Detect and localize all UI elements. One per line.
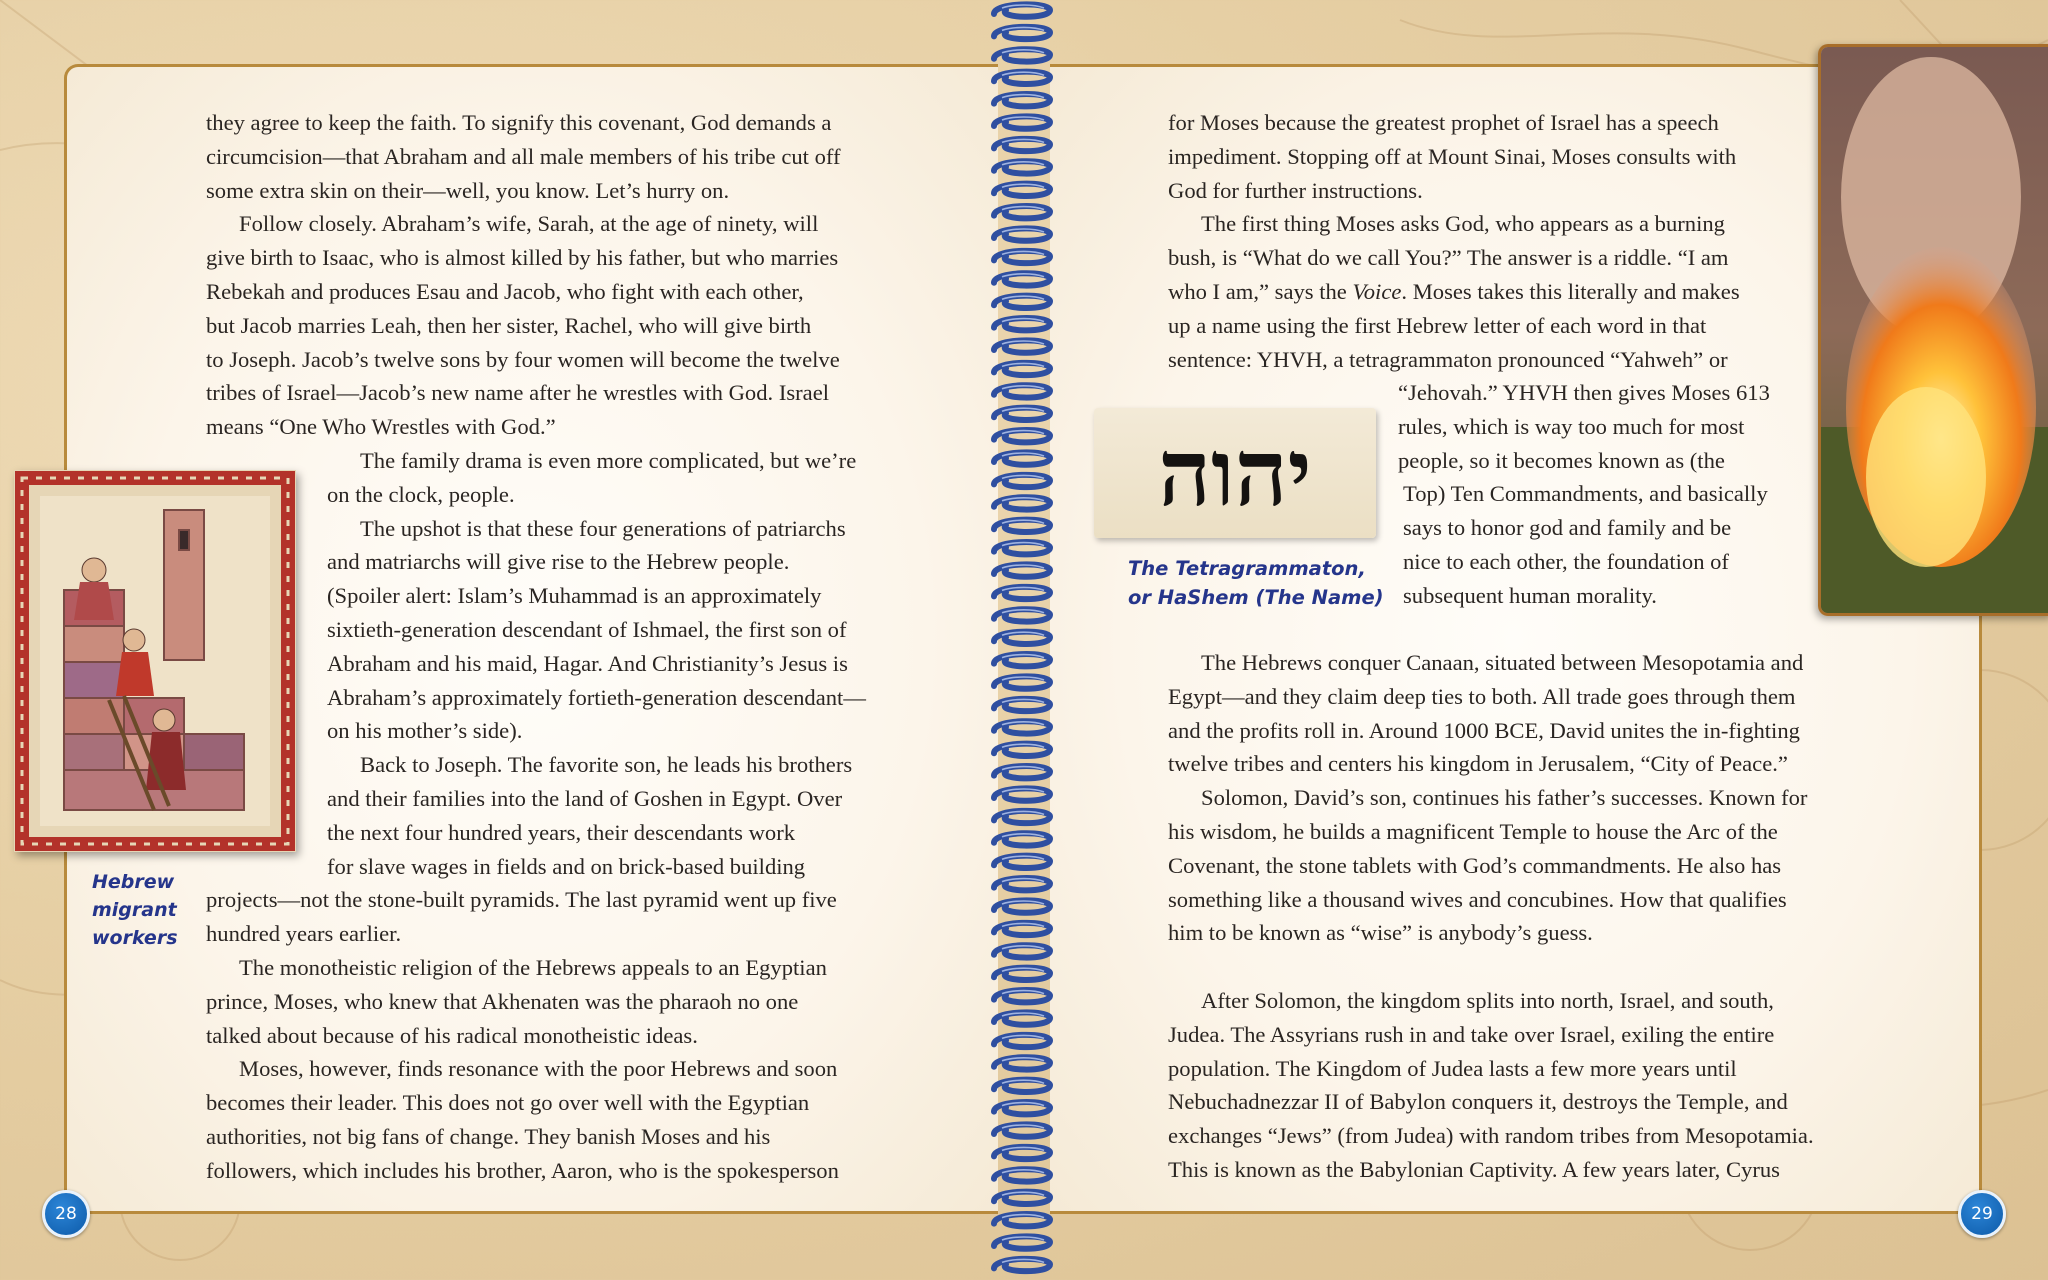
spiral-coil <box>994 609 1050 621</box>
spiral-coil <box>994 1169 1050 1181</box>
text-line: prince, Moses, who knew that Akhenaten was the pharaoh no one <box>206 988 799 1014</box>
spiral-coil <box>994 116 1050 128</box>
text-line: Moses, however, finds resonance with the poor Hebrews and soon <box>239 1056 838 1082</box>
text-line: This is known as the Babylonian Captivity. A few years later, Cyrus <box>1168 1156 1780 1182</box>
text-line: The first thing Moses asks God, who appears as a burning <box>1201 211 1725 237</box>
caption-line: workers <box>92 927 178 949</box>
text-line: Abraham and his maid, Hagar. And Christianity’s Jesus is <box>327 650 848 676</box>
text-line: the next four hundred years, their descendants work <box>327 819 796 845</box>
text-line: exchanges “Jews” (from Judea) with random tribes from Mesopotamia. <box>1168 1123 1814 1149</box>
text-line: Abraham’s approximately fortieth-generation descendant— <box>327 684 866 710</box>
text-line: up a name using the first Hebrew letter of each word in that <box>1168 312 1707 338</box>
spiral-coil <box>994 1259 1050 1271</box>
text-line: some extra skin on their—well, you know. Let’s hurry on. <box>206 177 730 203</box>
text-line: The Hebrews conquer Canaan, situated between Mesopotamia and <box>1201 650 1804 675</box>
text-line: “Jehovah.” YHVH then gives Moses 613 <box>1398 380 1770 405</box>
text-line: circumcision—that Abraham and all male members of his tribe cut off <box>206 143 841 169</box>
text-line: who I am,” says the Voice. Moses takes this literally and makes <box>1168 278 1740 304</box>
text-line: Top) Ten Commandments, and basically <box>1403 481 1768 507</box>
spiral-coil <box>994 475 1050 487</box>
spiral-coil <box>994 1192 1050 1204</box>
spiral-binding <box>984 0 1060 1280</box>
text-line: they agree to keep the faith. To signify this covenant, God demands a <box>206 110 832 135</box>
text-line: rules, which is way too much for most <box>1398 413 1745 439</box>
left-page-body-text <box>206 106 906 1188</box>
spiral-coil <box>994 340 1050 352</box>
text-line: authorities, not big fans of change. They banish Moses and his <box>206 1123 771 1149</box>
spiral-coil <box>994 632 1050 644</box>
spiral-coil <box>994 94 1050 106</box>
text-line: him to be known as “wise” is anybody’s guess. <box>1168 920 1593 946</box>
spiral-coil <box>994 744 1050 756</box>
text-line: bush, is “What do we call You?” The answer is a riddle. “I am <box>1168 245 1729 271</box>
text-line: sixtieth-generation descendant of Ishmael, the first son of <box>327 616 847 642</box>
spiral-coil <box>994 1035 1050 1047</box>
spiral-coil <box>994 408 1050 420</box>
text-line: Follow closely. Abraham’s wife, Sarah, at the age of ninety, will <box>239 211 819 237</box>
text-line: his wisdom, he builds a magnificent Temple to house the Arc of the <box>1168 818 1778 844</box>
spiral-coil <box>994 228 1050 240</box>
spiral-coil <box>994 273 1050 285</box>
text-line: on the clock, people. <box>327 481 515 507</box>
spiral-coil <box>994 1214 1050 1226</box>
spiral-coil <box>994 542 1050 554</box>
text-line: twelve tribes and centers his kingdom in Jerusalem, “City of Peace.” <box>1168 751 1788 777</box>
spiral-coil <box>994 766 1050 778</box>
spiral-coil <box>994 161 1050 173</box>
spiral-coil <box>994 923 1050 935</box>
text-line: The monotheistic religion of the Hebrews appeals to an Egyptian <box>239 954 827 980</box>
spiral-coil <box>994 856 1050 868</box>
spiral-coil <box>994 587 1050 599</box>
text-line: tribes of Israel—Jacob’s new name after he wrestles with God. Israel <box>206 380 829 406</box>
spiral-coil <box>994 206 1050 218</box>
text-line: give birth to Isaac, who is almost killed by his father, but who marries <box>206 245 839 271</box>
text-line: becomes their leader. This does not go over well with the Egyptian <box>206 1090 810 1116</box>
spiral-coil <box>994 1236 1050 1248</box>
spiral-coil <box>994 811 1050 823</box>
text-line: population. The Kingdom of Judea lasts a few more years until <box>1168 1055 1737 1081</box>
spiral-coil <box>994 452 1050 464</box>
spiral-coil <box>994 520 1050 532</box>
text-line: and their families into the land of Goshen in Egypt. Over <box>327 785 843 811</box>
spiral-coil <box>994 1102 1050 1114</box>
text-line: Back to Joseph. The favorite son, he leads his brothers <box>360 752 853 778</box>
caption-line: migrant <box>92 899 177 921</box>
blank-line <box>1168 950 1868 984</box>
text-line: The family drama is even more complicated, but we’re <box>360 447 857 473</box>
spiral-coil <box>994 184 1050 196</box>
text-line: Judea. The Assyrians rush in and take over Israel, exiling the entire <box>1168 1021 1775 1047</box>
spiral-coil <box>994 296 1050 308</box>
spiral-coil <box>994 4 1050 16</box>
right-page-body-text-top <box>1168 106 1808 376</box>
caption-line: The Tetragrammaton, <box>1128 557 1366 580</box>
text-line: After Solomon, the kingdom splits into north, Israel, and south, <box>1201 987 1774 1013</box>
spiral-coil <box>994 699 1050 711</box>
right-page-body-text-wrapped <box>1398 376 1818 613</box>
text-line: hundred years earlier. <box>206 921 402 947</box>
voice-emphasis: Voice <box>1352 278 1402 304</box>
spiral-coil <box>994 878 1050 890</box>
text-line: Solomon, David’s son, continues his father’s successes. Known for <box>1201 785 1808 811</box>
spiral-coil <box>994 1057 1050 1069</box>
page-number-right: 29 <box>1958 1190 2006 1238</box>
spiral-coil <box>994 676 1050 688</box>
text-line: God for further instructions. <box>1168 177 1423 203</box>
text-line: nice to each other, the foundation of <box>1403 548 1729 574</box>
tetragrammaton-caption <box>1128 554 1384 612</box>
text-line: says to honor god and family and be <box>1403 515 1732 541</box>
text-line: means “One Who Wrestles with God.” <box>206 414 556 440</box>
burning-bush-photo <box>1818 44 2048 616</box>
text-line: something like a thousand wives and concubines. How that qualifies <box>1168 886 1787 912</box>
spiral-coil <box>994 968 1050 980</box>
spiral-coil <box>994 721 1050 733</box>
spiral-coil <box>994 1012 1050 1024</box>
text-line: The upshot is that these four generations of patriarchs <box>360 515 846 541</box>
spiral-coil <box>994 49 1050 61</box>
text-line: talked about because of his radical monotheistic ideas. <box>206 1022 698 1048</box>
text-line: on his mother’s side). <box>327 718 523 744</box>
text-line: (Spoiler alert: Islam’s Muhammad is an approximately <box>327 583 822 609</box>
text-line: Egypt—and they claim deep ties to both. All trade goes through them <box>1168 683 1796 709</box>
text-line: for slave wages in fields and on brick-based building <box>327 853 806 879</box>
text-line: followers, which includes his brother, Aaron, who is the spokesperson <box>206 1157 839 1183</box>
spiral-coil <box>994 833 1050 845</box>
text-line: and matriarchs will give rise to the Hebrew people. <box>327 549 790 575</box>
spiral-coil <box>994 251 1050 263</box>
caption-line: Hebrew <box>92 871 175 893</box>
spiral-coil <box>994 72 1050 84</box>
spiral-coil <box>994 1080 1050 1092</box>
text-line: Nebuchadnezzar II of Babylon conquers it, destroys the Temple, and <box>1168 1089 1788 1115</box>
spiral-coil <box>994 430 1050 442</box>
text-line: people, so it becomes known as (the <box>1398 447 1725 473</box>
spiral-coil <box>994 139 1050 151</box>
text-line: Rebekah and produces Esau and Jacob, who fight with each other, <box>206 278 804 304</box>
spiral-coil <box>994 385 1050 397</box>
text-line: for Moses because the greatest prophet of Israel has a speech <box>1168 110 1719 135</box>
spiral-coil <box>994 318 1050 330</box>
page-number-left: 28 <box>42 1190 90 1238</box>
caption-line: or HaShem (The Name) <box>1128 586 1384 609</box>
spiral-coil <box>994 654 1050 666</box>
hebrew-workers-illustration <box>14 470 296 852</box>
spiral-coil <box>994 497 1050 509</box>
tetragrammaton-hebrew-card: יהוה <box>1094 408 1376 538</box>
spiral-coil <box>994 363 1050 375</box>
spiral-coil <box>994 945 1050 957</box>
spiral-coil <box>994 1147 1050 1159</box>
text-line: sentence: YHVH, a tetragrammaton pronounced “Yahweh” or <box>1168 346 1728 372</box>
text-line: to Joseph. Jacob’s twelve sons by four women will become the twelve <box>206 346 840 372</box>
spiral-coil <box>994 788 1050 800</box>
spiral-coil <box>994 27 1050 39</box>
text-line: projects—not the stone-built pyramids. The last pyramid went up five <box>206 887 837 913</box>
text-line: subsequent human morality. <box>1403 582 1657 608</box>
text-line: but Jacob marries Leah, then her sister, Rachel, who will give birth <box>206 312 812 338</box>
text-line: impediment. Stopping off at Mount Sinai, Moses consults with <box>1168 143 1737 169</box>
spiral-coil <box>994 564 1050 576</box>
spiral-coil <box>994 990 1050 1002</box>
right-page-body-text-bottom <box>1168 646 1868 1187</box>
text-line: and the profits roll in. Around 1000 BCE, David unites the in-fighting <box>1168 717 1800 743</box>
text-line: Covenant, the stone tablets with God’s commandments. He also has <box>1168 852 1782 878</box>
spiral-coil <box>994 900 1050 912</box>
spiral-coil <box>994 1124 1050 1136</box>
illustration-caption <box>92 868 212 952</box>
